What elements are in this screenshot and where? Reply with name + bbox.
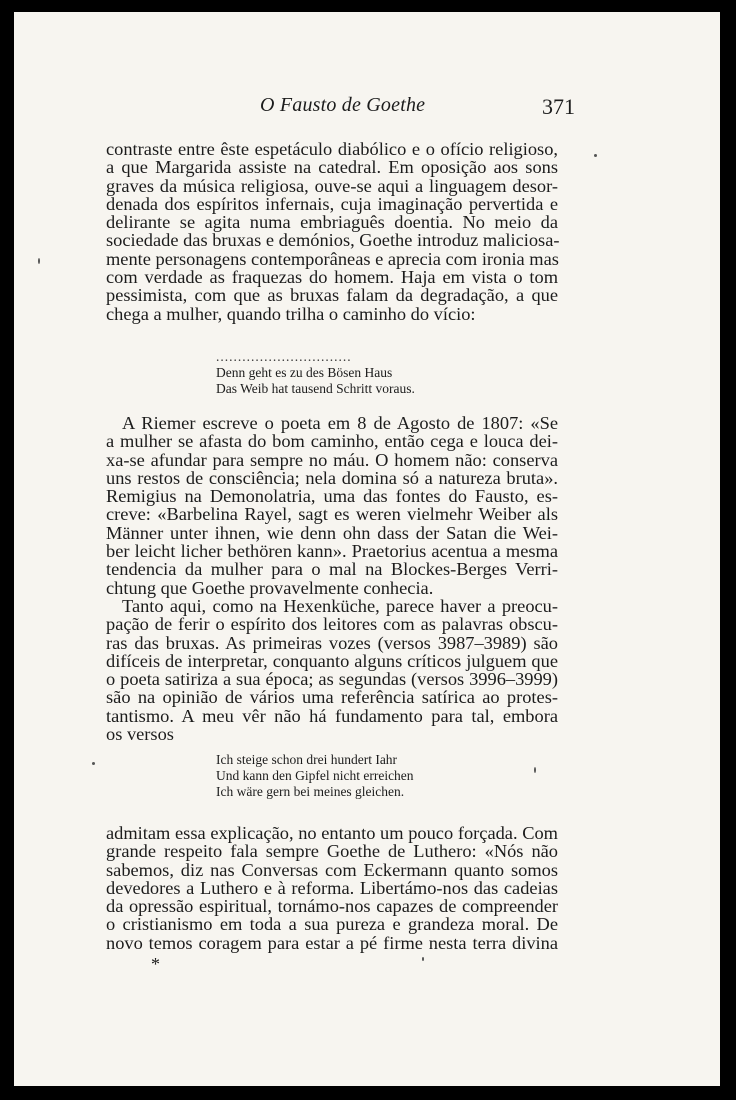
paragraph-4 <box>106 824 558 952</box>
text-line: contraste entre êste espetáculo diabólico e o ofício religioso, <box>106 139 558 159</box>
text-line: denada dos espíritos infernais, cuja imaginação pervertida e <box>106 193 558 214</box>
text-line: os versos <box>106 724 174 745</box>
footer-mark: * <box>151 954 160 974</box>
scan-speck <box>534 767 536 773</box>
text-line: graves da música religiosa, ouve-se aqui a linguagem desor- <box>106 175 558 196</box>
text-line: com verdade as fraquezas do homem. Haja em vista o tom <box>106 267 558 288</box>
paragraph-1 <box>106 140 558 323</box>
text-line: sociedade das bruxas e demónios, Goethe introduz maliciosa- <box>106 230 560 251</box>
text-line: creve: «Barbelina Rayel, sagt es weren vielmehr Weiber als <box>106 504 558 525</box>
text-line: mente personagens contemporâneas e aprecia com ironia mas <box>106 248 559 269</box>
running-title: O Fausto de Goethe <box>260 94 426 116</box>
text-line: são na opinião de vários uma referência satírica ao protes- <box>106 687 558 708</box>
text-line: pessimista, com que as bruxas falam da degradação, a que <box>106 285 558 306</box>
text-line: a mulher se afasta do bom caminho, então cega e louca dei- <box>106 431 558 452</box>
text-line: o poeta satiriza a sua época; as segundas (versos 3996–3999) <box>106 669 558 690</box>
page-header <box>14 92 720 122</box>
scan-speck <box>422 957 424 961</box>
verse-line: Ich steige schon drei hundert Iahr <box>216 752 398 767</box>
paragraph-2 <box>106 414 558 597</box>
text-line: difíceis de interpretar, conquanto alguns críticos julguem que <box>106 650 558 671</box>
scan-speck <box>92 762 95 765</box>
text-line: chega a mulher, quando trilha o caminho do vício: <box>106 303 476 324</box>
paragraph-3 <box>106 597 558 743</box>
text-line: ber leicht licher bethören kann». Praetorius acentua a mesma <box>106 541 558 562</box>
text-line: delirante se agita numa embriaguês doentia. No meio da <box>106 212 558 233</box>
text-line: devedores a Luthero e à reforma. Libertámo-nos das cadeias <box>106 877 558 898</box>
verse-line: Und kann den Gipfel nicht erreichen <box>216 768 414 783</box>
scan-speck <box>38 258 40 264</box>
scan-speck <box>594 154 597 157</box>
text-line: grande respeito fala sempre Goethe de Luthero: «Nós não <box>106 841 558 862</box>
text-line: o cristianismo em toda a sua pureza e grandeza moral. De <box>106 914 558 935</box>
text-line: da opressão espiritual, tornámo-nos capazes de compreender <box>106 896 558 917</box>
ellipsis-line: ............................... <box>216 349 352 364</box>
text-line: Tanto aqui, como na Hexenküche, parece haver a preocu- <box>122 596 558 616</box>
verse-quote-2 <box>216 752 414 800</box>
text-line: xa-se afundar para sempre no máu. O homem não: conserva <box>106 449 558 470</box>
verse-line: Ich wäre gern bei meines gleichen. <box>216 784 405 799</box>
text-line: tendencia da mulher para o mal na Blockes-Berges Verri- <box>106 559 558 580</box>
text-line: novo temos coragem para estar a pé firme nesta terra divina <box>106 932 558 953</box>
book-page <box>14 12 720 1086</box>
verse-line: Das Weib hat tausend Schritt voraus. <box>216 381 415 396</box>
verse-quote-1 <box>216 349 415 397</box>
text-line: ras das bruxas. As primeiras vozes (versos 3987–3989) são <box>106 632 558 653</box>
text-line: Remigius na Demonolatria, uma das fontes do Fausto, es- <box>106 486 558 507</box>
text-line: tantismo. A meu vêr não há fundamento para tal, embora <box>106 705 558 726</box>
text-line: Männer unter ihnen, wie denn ohn dass der Satan die Wei- <box>106 522 558 543</box>
text-line: A Riemer escreve o poeta em 8 de Agosto de 1807: «Se <box>122 413 558 433</box>
text-line: pação de ferir o espírito dos leitores com as palavras obscu- <box>106 614 558 635</box>
text-line: chtung que Goethe provavelmente conhecia. <box>106 577 434 598</box>
text-line: admitam essa explicação, no entanto um pouco forçada. Com <box>106 823 558 843</box>
text-line: a que Margarida assiste na catedral. Em oposição aos sons <box>106 157 558 178</box>
verse-line: Denn geht es zu des Bösen Haus <box>216 365 393 380</box>
text-line: uns restos de consciência; nela domina só a natureza bruta». <box>106 467 558 488</box>
page-number: 371 <box>542 94 575 119</box>
text-line: sabemos, diz nas Conversas com Eckermann quanto somos <box>106 859 558 880</box>
